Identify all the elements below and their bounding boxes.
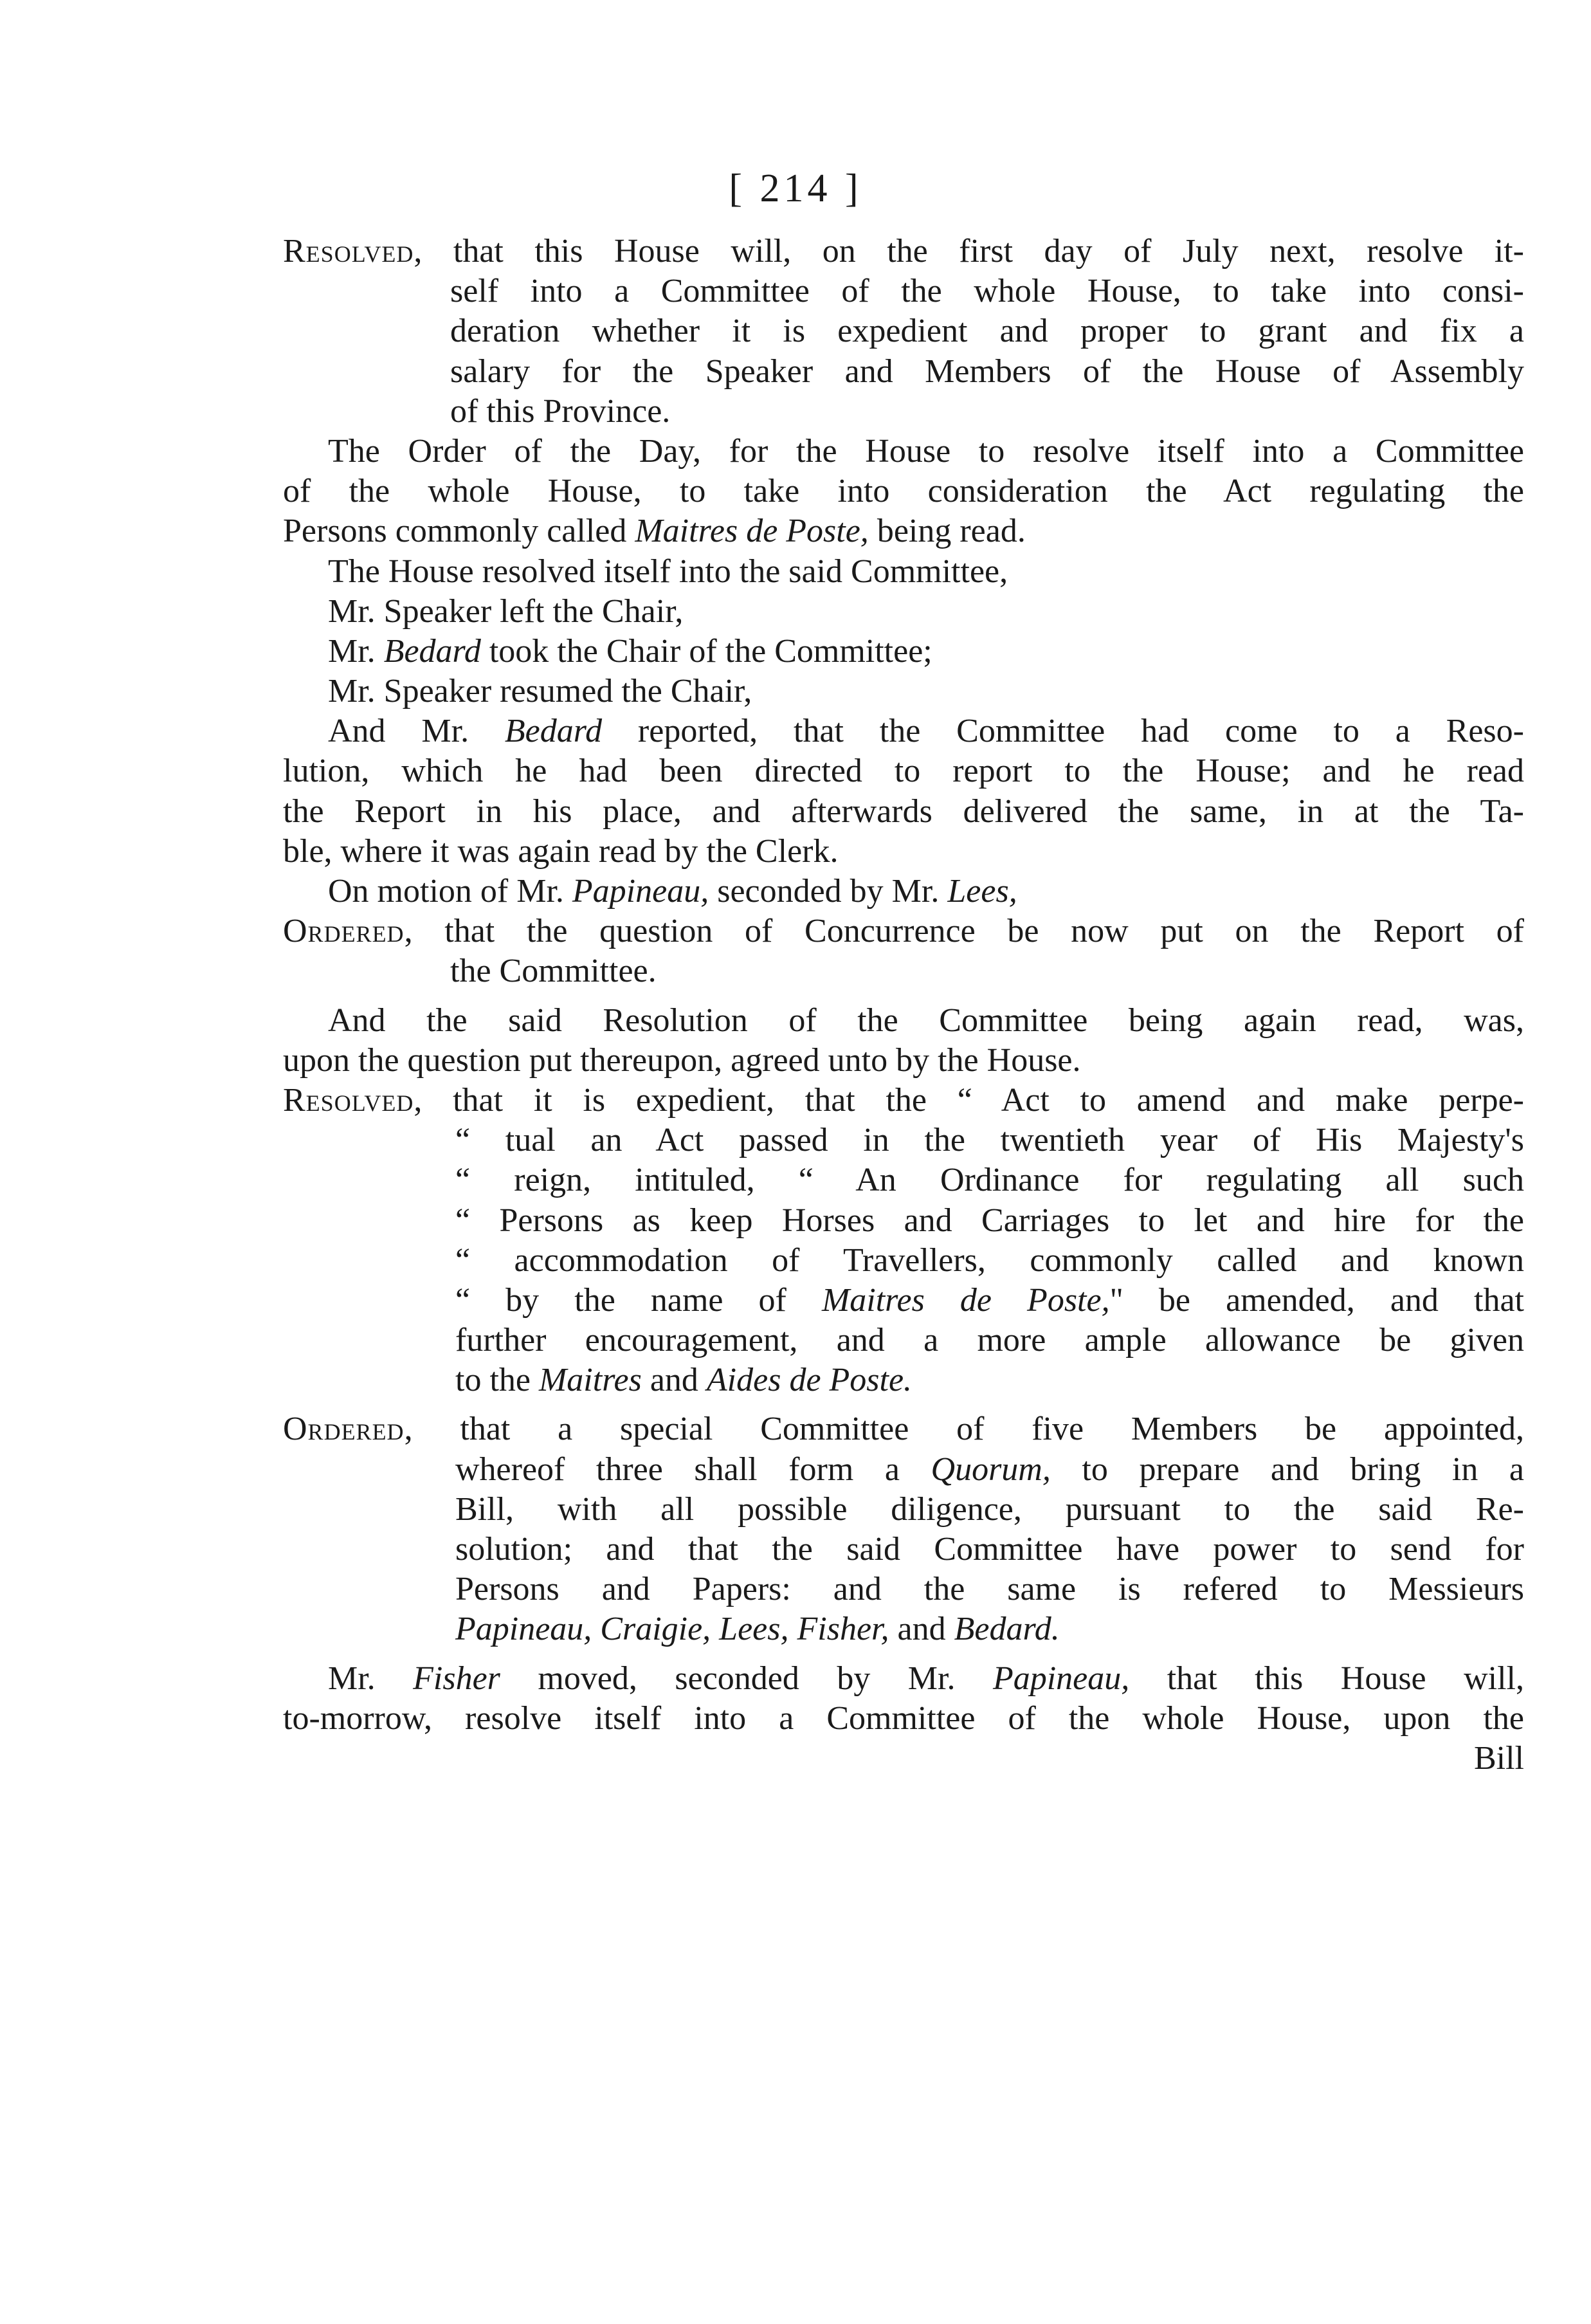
ordered-label: Ordered	[283, 913, 405, 950]
line-speaker-left: Mr. Speaker left the Chair,	[328, 592, 684, 630]
paragraph-ordered-committee: Ordered, that a special Committee of five Members be appointed, whereof three shall form a Quorum, to prepare and bring in a Bill, with all possible diligence, pursuant to the said Re- solution; and that the said Committee have power to send for Persons and Papers: and the same is refered to Messieurs Papineau, Craigie, Lees, Fisher, and Bedard.	[283, 1411, 1524, 1648]
resolved-label: Resolved	[283, 233, 414, 270]
paragraph-resolved-salary: Resolved, that this House will, on the first day of July next, resolve it- self into a Committee of the whole House, to take into consi- deration whether it is expedient and proper to grant and fix a salary for the Speaker and Members of the House of Assembly of this Province.	[283, 233, 1524, 430]
line-bedard-took-chair: Mr. Bedard took the Chair of the Committee;	[328, 632, 932, 670]
journal-text	[283, 232, 1524, 1779]
line-motion: On motion of Mr. Papineau, seconded by Mr. Lees,	[328, 873, 1017, 910]
catchword: Bill	[1473, 1739, 1524, 1777]
paragraph-resolution-read: And the said Resolution of the Committee being again read, was, upon the question put thereupon, agreed unto by the House.	[283, 1002, 1524, 1079]
resolved-label: Resolved	[283, 1081, 414, 1119]
paragraph-ordered-concurrence: Ordered, that the question of Concurrence be now put on the Report of the Committee.	[283, 913, 1524, 990]
paragraph-order-of-day: The Order of the Day, for the House to resolve itself into a Committee of the whole House, to take into consideration the Act regulating the Persons commonly called Maitres de Poste, being read.	[283, 432, 1524, 550]
paragraph-fisher-motion: Mr. Fisher moved, seconded by Mr. Papineau, that this House will, to-morrow, resolve itself into a Committee of the whole House, upon the Bill	[283, 1659, 1524, 1779]
line-house-resolved: The House resolved itself into the said Committee,	[328, 553, 1008, 590]
ordered-label: Ordered	[283, 1411, 405, 1448]
paragraph-resolved-act: Resolved, that it is expedient, that the “ Act to amend and make perpe- “ tual an Act passed in the twentieth year of His Majesty's “ reign, intituled, “ An Ordinance for regulating all such “ Persons as keep Horses and Carriages to let and hire for the “ accommodation of Travellers, commonly called and known “ by the name of Maitres de Poste," be amended, and that further encouragement, and a more ample allowance be given to the Maitres and Aides de Poste.	[283, 1081, 1524, 1399]
paragraph-report: And Mr. Bedard reported, that the Committee had come to a Reso- lution, which he had been directed to report to the House; and he read the Report in his place, and afterwards delivered the same, in at the Ta- ble, where it was again read by the Clerk.	[283, 713, 1524, 870]
line-speaker-resumed: Mr. Speaker resumed the Chair,	[328, 673, 752, 710]
page-number: [ 214 ]	[729, 167, 862, 210]
